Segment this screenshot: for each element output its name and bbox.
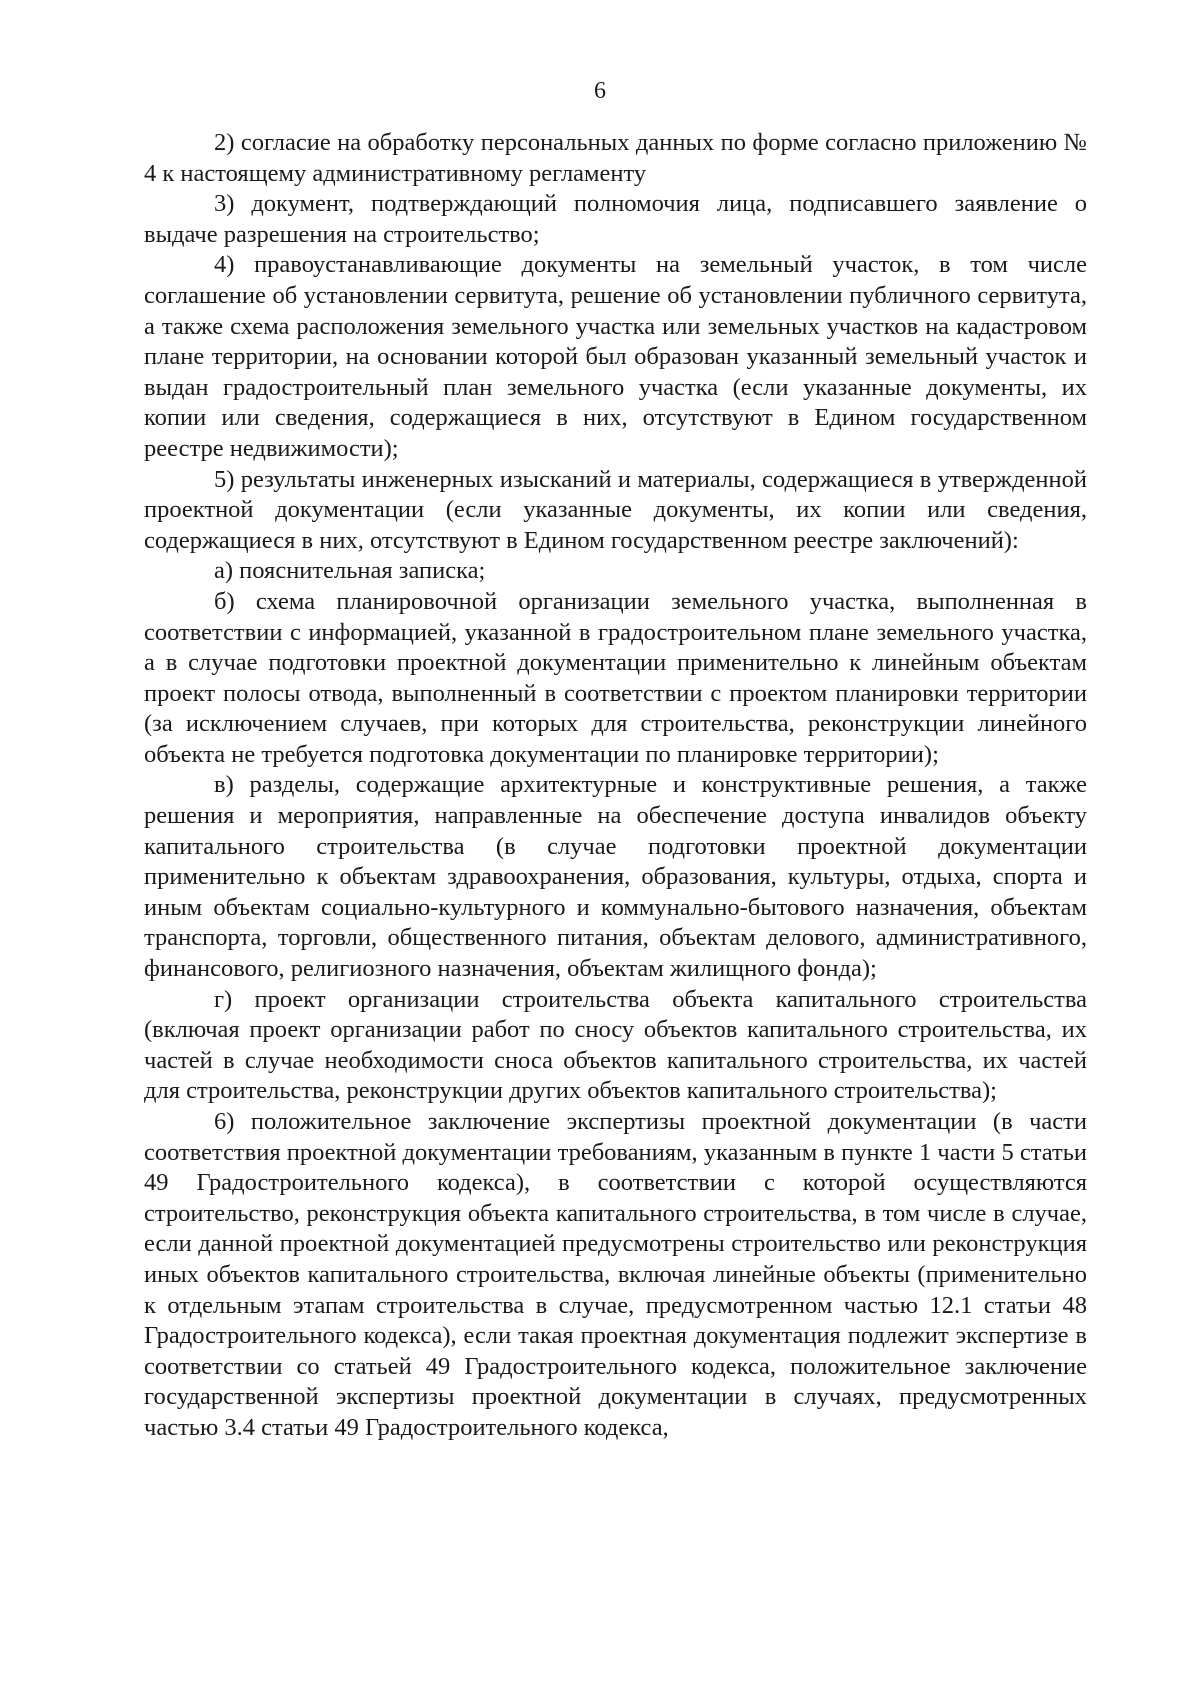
page-number: 6 (594, 78, 606, 104)
paragraph-subitem-v-architectural-sections: в) разделы, содержащие архитектурные и конструктивные решения, а также решения и мероприятия, направленные на обеспечение доступа инвалидов объекту капитального строительства (в случае подготовки проектной документации применительно к объектам здравоохранения, образования, культуры, отдыха, спорта и иным объектам социально-культурного и коммунально-бытового назначения, объектам транспорта, торговли, общественного питания, объектам делового, административного, финансового, религиозного назначения, объектам жилищного фонда); (144, 771, 1087, 983)
paragraph-subitem-a-explanatory-note: а) пояснительная записка; (214, 557, 486, 585)
paragraph-item-6-expertise-conclusion: 6) положительное заключение экспертизы проектной документации (в части соответствия проектной документации требованиям, указанным в пункте 1 части 5 статьи 49 Градостроительного кодекса), в соответствии с которой осуществляются строительство, реконструкция объекта капитального строительства, в том числе в случае, если данной проектной документацией предусмотрены строительство или реконструкция иных объектов капитального строительства, включая линейные объекты (применительно к отдельным этапам строительства в случае, предусмотренном частью 12.1 статьи 48 Градостроительного кодекса), если такая проектная документация подлежит экспертизе в соответствии со статьей 49 Градостроительного кодекса, положительное заключение государственной экспертизы проектной документации в случаях, предусмотренных частью 3.4 статьи 49 Градостроительного кодекса, (144, 1108, 1087, 1441)
paragraph-item-4-land-title-documents: 4) правоустанавливающие документы на земельный участок, в том числе соглашение об установлении сервитута, решение об установлении публичного сервитута, а также схема расположения земельного участка или земельных участков на кадастровом плане территории, на основании которой был образован указанный земельный участок и выдан градостроительный план земельного участка (если указанные документы, их копии или сведения, содержащиеся в них, отсутствуют в Едином государственном реестре недвижимости); (144, 251, 1087, 462)
paragraph-subitem-g-construction-project: г) проект организации строительства объекта капитального строительства (включая проект организации работ по сносу объектов капитального строительства, их частей в случае необходимости сноса объектов капитального строительства, их частей для строительства, реконструкции других объектов капитального строительства); (144, 985, 1087, 1105)
document-body (144, 128, 1087, 1444)
paragraph-item-5-survey-results: 5) результаты инженерных изысканий и материалы, содержащиеся в утвержденной проектной документации (если указанные документы, их копии или сведения, содержащиеся в них, отсутствуют в Едином государственном реестре заключений): (144, 465, 1087, 554)
paragraph-item-3-authority-document: 3) документ, подтверждающий полномочия лица, подписавшего заявление о выдаче разрешения на строительство; (144, 190, 1087, 248)
paragraph-subitem-b-site-plan: б) схема планировочной организации земельного участка, выполненная в соответствии с информацией, указанной в градостроительном плане земельного участка, а в случае подготовки проектной документации применительно к линейным объектам проект полосы отвода, выполненный в соответствии с проектом планировки территории (за исключением случаев, при которых для строительства, реконструкции линейного объекта не требуется подготовка документации по планировке территории); (144, 587, 1087, 768)
paragraph-item-2-consent: 2) согласие на обработку персональных данных по форме согласно приложению № 4 к настоящему административному регламенту (144, 129, 1087, 187)
